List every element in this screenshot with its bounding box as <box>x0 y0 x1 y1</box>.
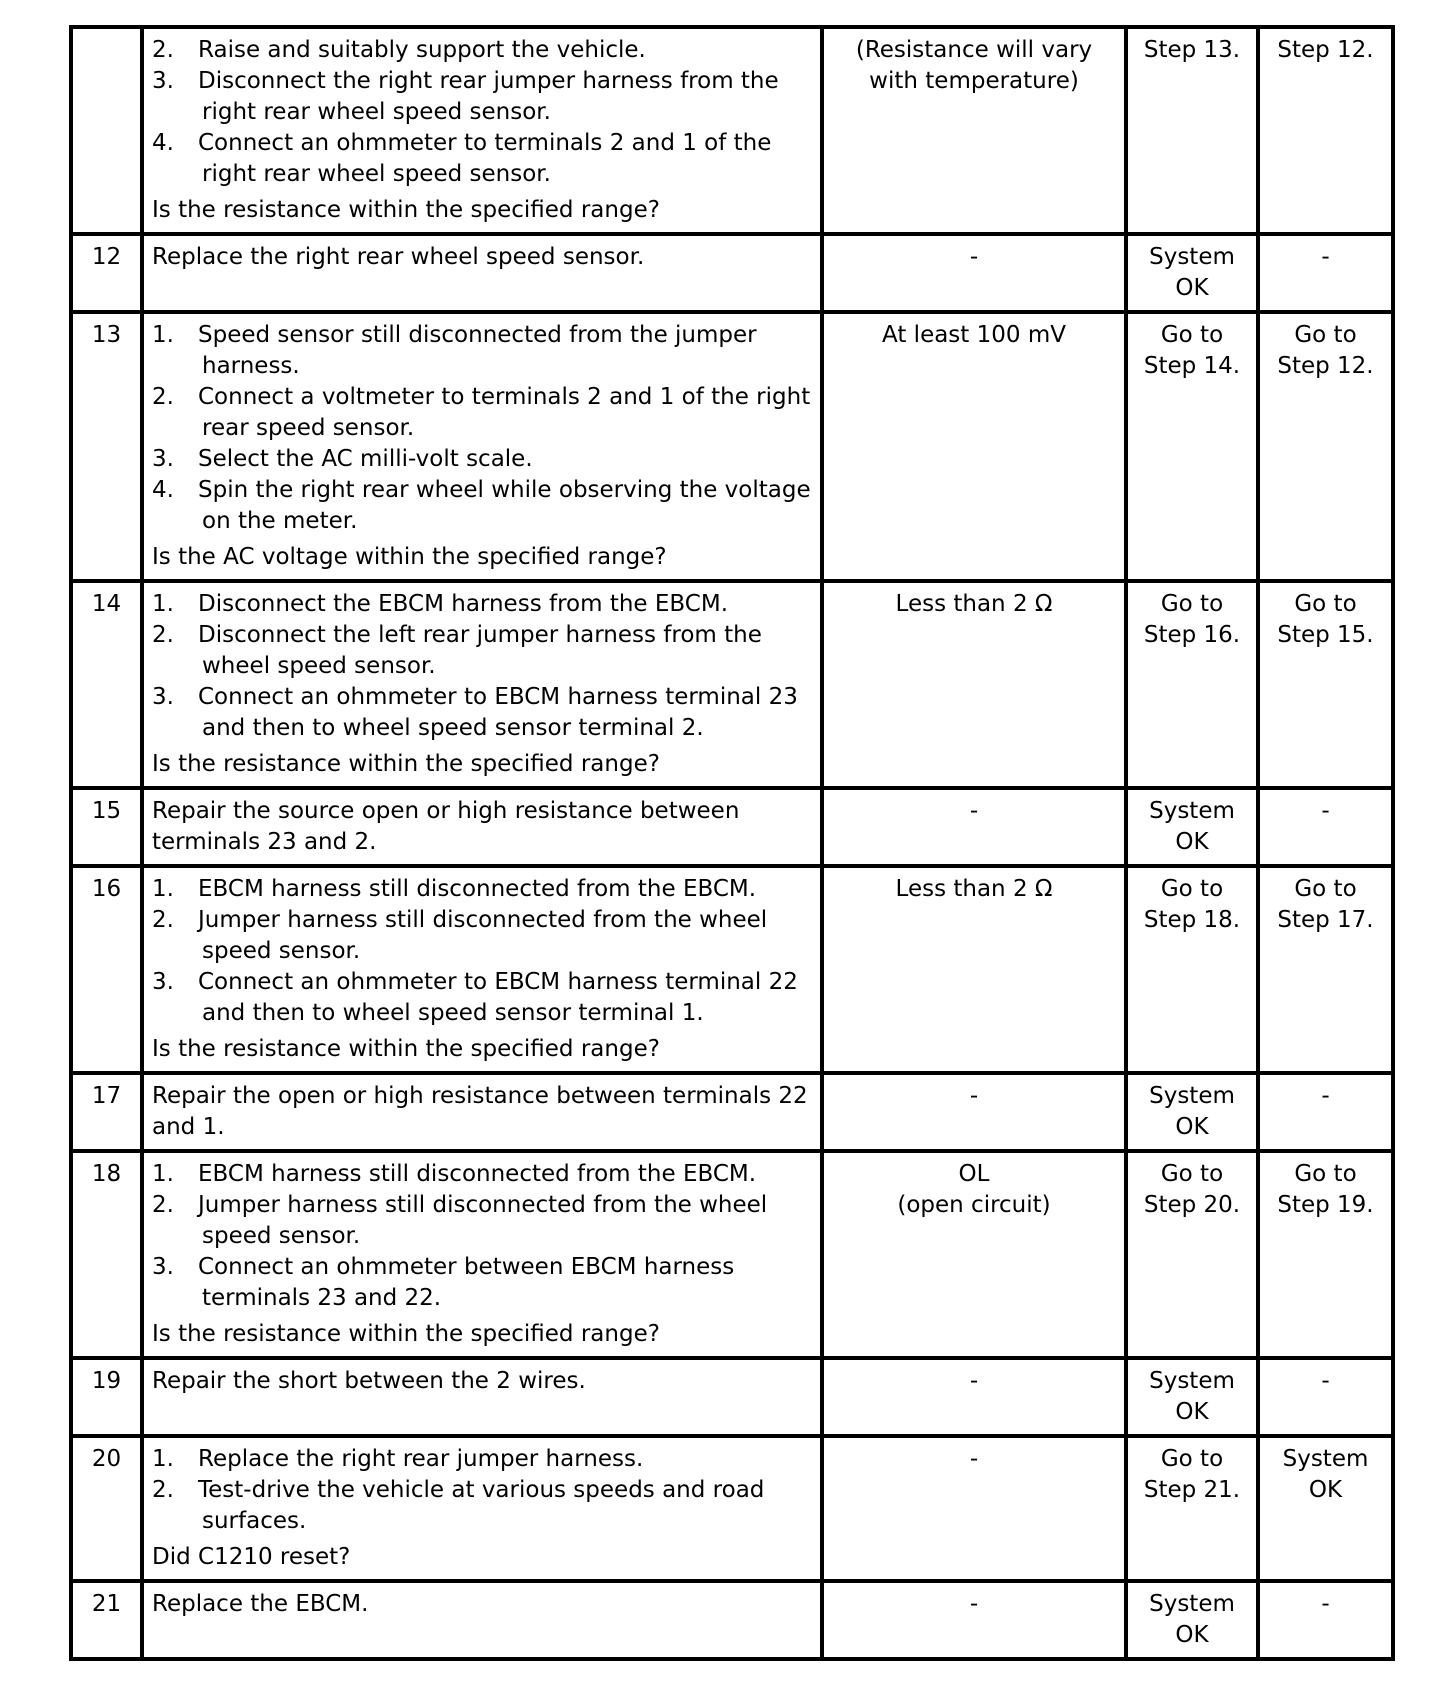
sub-step-number: 3. <box>152 684 174 710</box>
step-question: Is the resistance within the specified range? <box>152 1321 660 1347</box>
value-cell: Less than 2 Ω <box>822 581 1126 788</box>
sub-step-number: 1. <box>152 591 174 617</box>
sub-step-list <box>152 1444 812 1537</box>
sub-step-number: 1. <box>152 322 174 348</box>
table-row <box>71 27 1393 234</box>
sub-step <box>152 475 812 537</box>
sub-step <box>152 682 812 744</box>
sub-step-number: 4. <box>152 130 174 156</box>
sub-step <box>152 444 812 475</box>
sub-step <box>152 905 812 967</box>
sub-step <box>152 128 812 190</box>
sub-step-text: Disconnect the right rear jumper harness from the right rear wheel speed sensor. <box>198 68 779 125</box>
diagnostic-table-body <box>71 27 1393 1659</box>
sub-step <box>152 589 812 620</box>
step-number: 21 <box>71 1581 142 1659</box>
table-row <box>71 788 1393 866</box>
yes-cell: Go to Step 21. <box>1126 1436 1258 1581</box>
sub-step-list <box>152 1159 812 1314</box>
yes-cell: System OK <box>1126 1073 1258 1151</box>
sub-step-number: 2. <box>152 384 174 410</box>
sub-step-list <box>152 320 812 537</box>
sub-step-text: Spin the right rear wheel while observing the voltage on the meter. <box>198 477 811 534</box>
sub-step-list <box>152 874 812 1029</box>
sub-step-text: Connect a voltmeter to terminals 2 and 1 of the right rear speed sensor. <box>198 384 811 441</box>
table-row <box>71 1073 1393 1151</box>
step-question: Is the resistance within the specified range? <box>152 751 660 777</box>
sub-step <box>152 967 812 1029</box>
step-question: Did C1210 reset? <box>152 1544 351 1570</box>
yes-cell: Go to Step 20. <box>1126 1151 1258 1358</box>
sub-step-text: Select the AC milli-volt scale. <box>198 446 533 472</box>
sub-step-text: Jumper harness still disconnected from the wheel speed sensor. <box>198 1192 768 1249</box>
value-cell: - <box>822 234 1126 312</box>
step-question: Is the resistance within the specified range? <box>152 1036 660 1062</box>
action-cell: Replace the right rear wheel speed sensor. <box>142 234 822 312</box>
sub-step-number: 2. <box>152 1477 174 1503</box>
action-cell <box>142 312 822 581</box>
no-cell: - <box>1258 1358 1393 1436</box>
table-row <box>71 1151 1393 1358</box>
step-question: Is the AC voltage within the specified range? <box>152 544 667 570</box>
action-cell: Repair the open or high resistance between terminals 22 and 1. <box>142 1073 822 1151</box>
action-cell <box>142 1436 822 1581</box>
sub-step-text: EBCM harness still disconnected from the EBCM. <box>198 1161 757 1187</box>
no-cell: - <box>1258 788 1393 866</box>
sub-step <box>152 1475 812 1537</box>
sub-step <box>152 35 812 66</box>
yes-cell: System OK <box>1126 234 1258 312</box>
sub-step-number: 3. <box>152 969 174 995</box>
no-cell: - <box>1258 1581 1393 1659</box>
sub-step <box>152 1444 812 1475</box>
action-cell: Repair the source open or high resistance between terminals 23 and 2. <box>142 788 822 866</box>
action-cell <box>142 27 822 234</box>
sub-step-text: Disconnect the EBCM harness from the EBCM. <box>198 591 728 617</box>
value-cell: - <box>822 1581 1126 1659</box>
sub-step-number: 1. <box>152 1446 174 1472</box>
sub-step <box>152 1252 812 1314</box>
sub-step <box>152 874 812 905</box>
sub-step <box>152 1159 812 1190</box>
sub-step-number: 2. <box>152 37 174 63</box>
no-cell: Go to Step 15. <box>1258 581 1393 788</box>
no-cell: Go to Step 17. <box>1258 866 1393 1073</box>
yes-cell: Step 13. <box>1126 27 1258 234</box>
value-cell: - <box>822 1436 1126 1581</box>
sub-step-text: Test-drive the vehicle at various speeds and road surfaces. <box>198 1477 765 1534</box>
step-number: 18 <box>71 1151 142 1358</box>
sub-step <box>152 1190 812 1252</box>
diagnostic-table <box>69 25 1395 1661</box>
value-cell: - <box>822 788 1126 866</box>
action-cell: Replace the EBCM. <box>142 1581 822 1659</box>
yes-cell: System OK <box>1126 1358 1258 1436</box>
no-cell: Step 12. <box>1258 27 1393 234</box>
step-number: 17 <box>71 1073 142 1151</box>
table-row <box>71 234 1393 312</box>
step-number: 19 <box>71 1358 142 1436</box>
sub-step <box>152 320 812 382</box>
sub-step-number: 2. <box>152 622 174 648</box>
sub-step-number: 3. <box>152 1254 174 1280</box>
step-question: Is the resistance within the specified range? <box>152 197 660 223</box>
sub-step-text: Raise and suitably support the vehicle. <box>198 37 646 63</box>
sub-step-number: 2. <box>152 907 174 933</box>
table-row <box>71 866 1393 1073</box>
sub-step-number: 1. <box>152 1161 174 1187</box>
value-cell: Less than 2 Ω <box>822 866 1126 1073</box>
step-number: 15 <box>71 788 142 866</box>
yes-cell: System OK <box>1126 1581 1258 1659</box>
sub-step-number: 1. <box>152 876 174 902</box>
table-row <box>71 581 1393 788</box>
no-cell: - <box>1258 1073 1393 1151</box>
yes-cell: Go to Step 14. <box>1126 312 1258 581</box>
table-row <box>71 1581 1393 1659</box>
action-cell: Repair the short between the 2 wires. <box>142 1358 822 1436</box>
sub-step-text: Disconnect the left rear jumper harness from the wheel speed sensor. <box>198 622 762 679</box>
step-number: 14 <box>71 581 142 788</box>
table-row <box>71 1436 1393 1581</box>
value-cell: (Resistance will vary with temperature) <box>822 27 1126 234</box>
sub-step-text: Replace the right rear jumper harness. <box>198 1446 644 1472</box>
step-number <box>71 27 142 234</box>
step-number: 12 <box>71 234 142 312</box>
step-number: 20 <box>71 1436 142 1581</box>
no-cell: System OK <box>1258 1436 1393 1581</box>
value-cell: - <box>822 1358 1126 1436</box>
step-number: 16 <box>71 866 142 1073</box>
sub-step-number: 2. <box>152 1192 174 1218</box>
action-cell <box>142 866 822 1073</box>
sub-step <box>152 66 812 128</box>
sub-step-list <box>152 35 812 190</box>
sub-step-text: Connect an ohmmeter to EBCM harness terminal 23 and then to wheel speed sensor terminal 2. <box>198 684 798 741</box>
sub-step-text: Connect an ohmmeter to terminals 2 and 1 of the right rear wheel speed sensor. <box>198 130 772 187</box>
sub-step-number: 3. <box>152 68 174 94</box>
sub-step-text: EBCM harness still disconnected from the EBCM. <box>198 876 757 902</box>
step-number: 13 <box>71 312 142 581</box>
sub-step-list <box>152 589 812 744</box>
value-cell: At least 100 mV <box>822 312 1126 581</box>
yes-cell: Go to Step 18. <box>1126 866 1258 1073</box>
table-row <box>71 312 1393 581</box>
sub-step-number: 4. <box>152 477 174 503</box>
value-cell: OL (open circuit) <box>822 1151 1126 1358</box>
no-cell: Go to Step 12. <box>1258 312 1393 581</box>
no-cell: - <box>1258 234 1393 312</box>
sub-step <box>152 382 812 444</box>
value-cell: - <box>822 1073 1126 1151</box>
action-cell <box>142 1151 822 1358</box>
action-cell <box>142 581 822 788</box>
sub-step-text: Connect an ohmmeter between EBCM harness terminals 23 and 22. <box>198 1254 735 1311</box>
sub-step-text: Speed sensor still disconnected from the jumper harness. <box>198 322 757 379</box>
sub-step-text: Jumper harness still disconnected from the wheel speed sensor. <box>198 907 768 964</box>
yes-cell: Go to Step 16. <box>1126 581 1258 788</box>
sub-step-number: 3. <box>152 446 174 472</box>
no-cell: Go to Step 19. <box>1258 1151 1393 1358</box>
sub-step <box>152 620 812 682</box>
sub-step-text: Connect an ohmmeter to EBCM harness terminal 22 and then to wheel speed sensor terminal 1. <box>198 969 798 1026</box>
yes-cell: System OK <box>1126 788 1258 866</box>
table-row <box>71 1358 1393 1436</box>
